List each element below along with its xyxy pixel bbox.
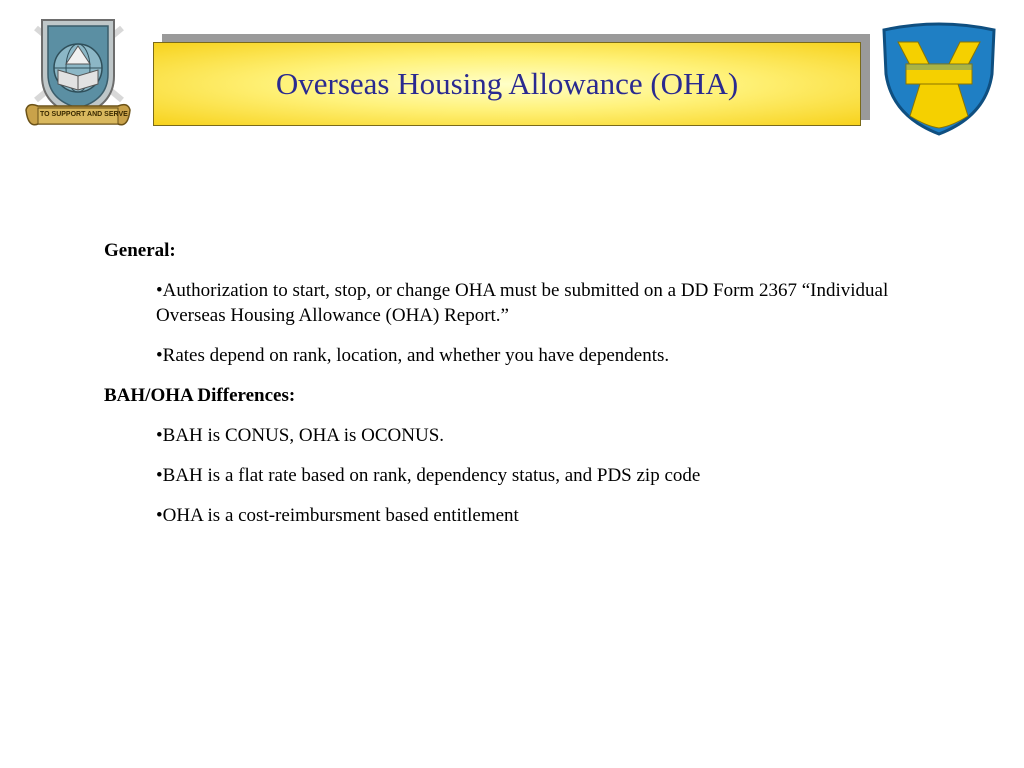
section-heading-general: General:	[104, 240, 176, 261]
bullet-item: •OHA is a cost-reimbursment based entitlement	[156, 505, 519, 526]
bullet-item: •BAH is a flat rate based on rank, dependency status, and PDS zip code	[156, 465, 701, 486]
section-heading-differences: BAH/OHA Differences:	[104, 385, 296, 406]
title-banner	[153, 42, 861, 126]
regimental-crest-icon	[18, 14, 138, 134]
crest-motto: TO SUPPORT AND SERVE	[40, 111, 128, 118]
bullet-item: •Rates depend on rank, location, and whether you have dependents.	[156, 345, 670, 366]
bullet-item: •Authorization to start, stop, or change OHA must be submitted on a DD Form 2367 “Individual Overseas Housing Allowance (OHA) Report.”	[156, 280, 889, 326]
slide-title: Overseas Housing Allowance (OHA)	[275, 66, 739, 101]
bullet-item: •BAH is CONUS, OHA is OCONUS.	[156, 425, 445, 446]
slide-body	[104, 238, 894, 543]
unit-shield-icon	[880, 24, 998, 136]
